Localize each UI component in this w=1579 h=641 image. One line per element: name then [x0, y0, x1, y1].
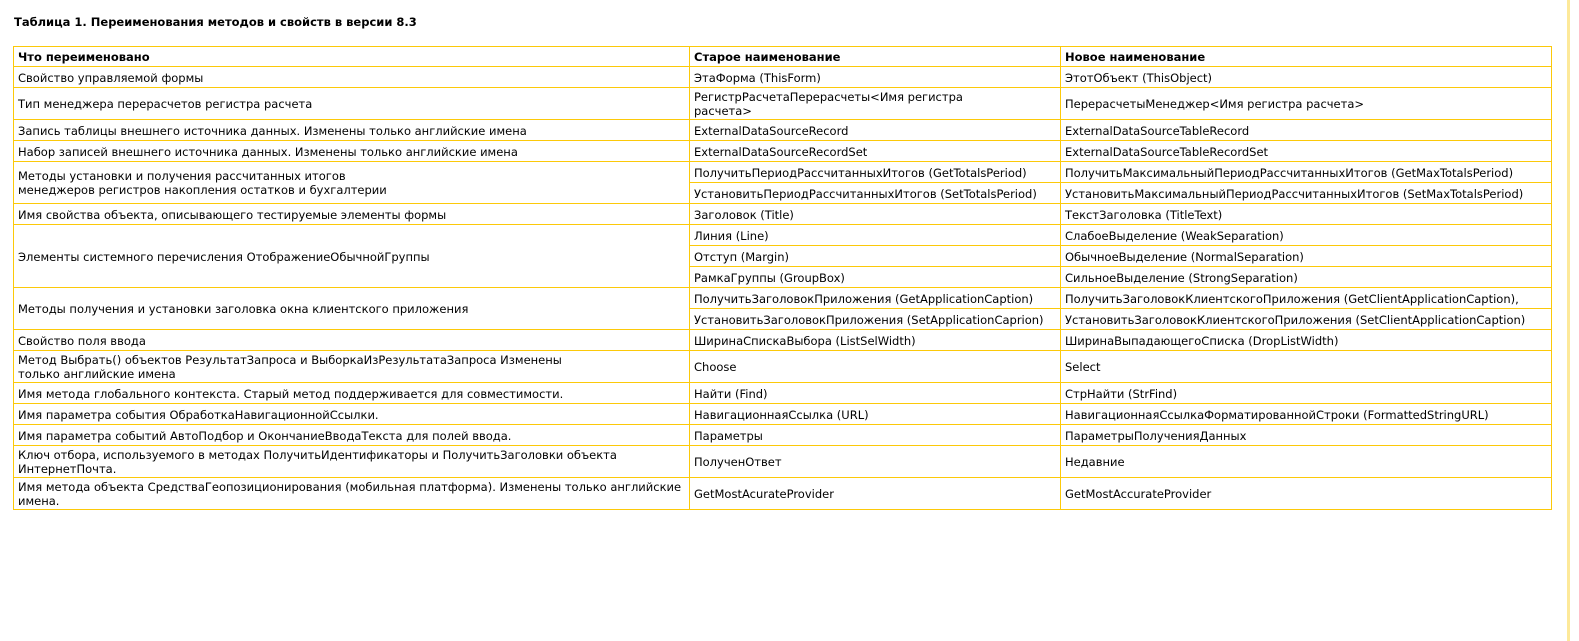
cell-old: Отступ (Margin) [690, 246, 1061, 267]
table-caption: Таблица 1. Переименования методов и свойств в версии 8.3 [14, 15, 417, 29]
cell-new: ШиринаВыпадающегоСписка (DropListWidth) [1061, 330, 1552, 351]
cell-old: Линия (Line) [690, 225, 1061, 246]
cell-new: ПерерасчетыМенеджер<Имя регистра расчета> [1061, 88, 1552, 120]
cell-old: Найти (Find) [690, 383, 1061, 404]
table-row [14, 478, 1552, 510]
cell-what: Имя параметра события ОбработкаНавигационнойСсылки. [14, 404, 690, 425]
cell-old: ПолученОтвет [690, 446, 1061, 478]
cell-old: Заголовок (Title) [690, 204, 1061, 225]
table-row [14, 88, 1552, 120]
cell-old: GetMostAcurateProvider [690, 478, 1061, 510]
cell-new: ExternalDataSourceTableRecordSet [1061, 141, 1552, 162]
cell-what: Методы установки и получения рассчитанных итогов менеджеров регистров накопления остатков и бухгалтерии [14, 162, 690, 204]
table-row [14, 67, 1552, 88]
table-row [14, 162, 1552, 183]
cell-new: НавигационнаяСсылкаФорматированнойСтроки (FormattedStringURL) [1061, 404, 1552, 425]
cell-new: ПараметрыПолученияДанных [1061, 425, 1552, 446]
cell-what: Ключ отбора, используемого в методах ПолучитьИдентификаторы и ПолучитьЗаголовки объекта ИнтернетПочта. [14, 446, 690, 478]
cell-new: ПолучитьМаксимальныйПериодРассчитанныхИтогов (GetMaxTotalsPeriod) [1061, 162, 1552, 183]
table-row [14, 404, 1552, 425]
table-row [14, 204, 1552, 225]
header-new: Новое наименование [1061, 47, 1552, 67]
cell-new: ПолучитьЗаголовокКлиентскогоПриложения (GetClientApplicationCaption), [1061, 288, 1552, 309]
cell-what: Имя метода глобального контекста. Старый метод поддерживается для совместимости. [14, 383, 690, 404]
table-header-row [14, 47, 1552, 67]
cell-new: СтрНайти (StrFind) [1061, 383, 1552, 404]
cell-new: УстановитьМаксимальныйПериодРассчитанныхИтогов (SetMaxTotalsPeriod) [1061, 183, 1552, 204]
cell-new: ТекстЗаголовка (TitleText) [1061, 204, 1552, 225]
cell-old: ExternalDataSourceRecord [690, 120, 1061, 141]
cell-what: Свойство поля ввода [14, 330, 690, 351]
table-row [14, 351, 1552, 383]
table-row [14, 120, 1552, 141]
cell-what: Тип менеджера перерасчетов регистра расчета [14, 88, 690, 120]
rename-table [13, 46, 1552, 510]
cell-what: Имя параметра событий АвтоПодбор и ОкончаниеВводаТекста для полей ввода. [14, 425, 690, 446]
cell-old: Параметры [690, 425, 1061, 446]
cell-new: Недавние [1061, 446, 1552, 478]
table-row [14, 330, 1552, 351]
table-row [14, 446, 1552, 478]
cell-what: Элементы системного перечисления ОтображениеОбычнойГруппы [14, 225, 690, 288]
table-row [14, 225, 1552, 246]
table-row [14, 425, 1552, 446]
cell-new: ExternalDataSourceTableRecord [1061, 120, 1552, 141]
page-edge-bar [1567, 0, 1570, 641]
cell-what: Набор записей внешнего источника данных. Изменены только английские имена [14, 141, 690, 162]
cell-old: РамкаГруппы (GroupBox) [690, 267, 1061, 288]
cell-old: ExternalDataSourceRecordSet [690, 141, 1061, 162]
table-row [14, 383, 1552, 404]
cell-what: Метод Выбрать() объектов РезультатЗапроса и ВыборкаИзРезультатаЗапроса Изменены только английские имена [14, 351, 690, 383]
cell-old: НавигационнаяСсылка (URL) [690, 404, 1061, 425]
cell-old: УстановитьЗаголовокПриложения (SetApplicationCaprion) [690, 309, 1061, 330]
cell-old: РегистрРасчетаПерерасчеты<Имя регистра расчета> [690, 88, 1061, 120]
header-what: Что переименовано [14, 47, 690, 67]
cell-old: Choose [690, 351, 1061, 383]
cell-what: Имя свойства объекта, описывающего тестируемые элементы формы [14, 204, 690, 225]
table-row [14, 141, 1552, 162]
cell-old: УстановитьПериодРассчитанныхИтогов (SetTotalsPeriod) [690, 183, 1061, 204]
table-row [14, 288, 1552, 309]
cell-what: Методы получения и установки заголовка окна клиентского приложения [14, 288, 690, 330]
cell-old: ПолучитьЗаголовокПриложения (GetApplicationCaption) [690, 288, 1061, 309]
cell-new: GetMostAccurateProvider [1061, 478, 1552, 510]
cell-old: ПолучитьПериодРассчитанныхИтогов (GetTotalsPeriod) [690, 162, 1061, 183]
cell-old: ЭтаФорма (ThisForm) [690, 67, 1061, 88]
cell-new: Select [1061, 351, 1552, 383]
cell-what: Свойство управляемой формы [14, 67, 690, 88]
header-old: Старое наименование [690, 47, 1061, 67]
cell-what: Запись таблицы внешнего источника данных. Изменены только английские имена [14, 120, 690, 141]
cell-new: ЭтотОбъект (ThisObject) [1061, 67, 1552, 88]
cell-old: ШиринаСпискаВыбора (ListSelWidth) [690, 330, 1061, 351]
cell-new: СильноеВыделение (StrongSeparation) [1061, 267, 1552, 288]
cell-new: ОбычноеВыделение (NormalSeparation) [1061, 246, 1552, 267]
cell-what: Имя метода объекта СредстваГеопозиционирования (мобильная платформа). Изменены только английские имена. [14, 478, 690, 510]
cell-new: УстановитьЗаголовокКлиентскогоПриложения (SetClientApplicationCaption) [1061, 309, 1552, 330]
cell-new: СлабоеВыделение (WeakSeparation) [1061, 225, 1552, 246]
